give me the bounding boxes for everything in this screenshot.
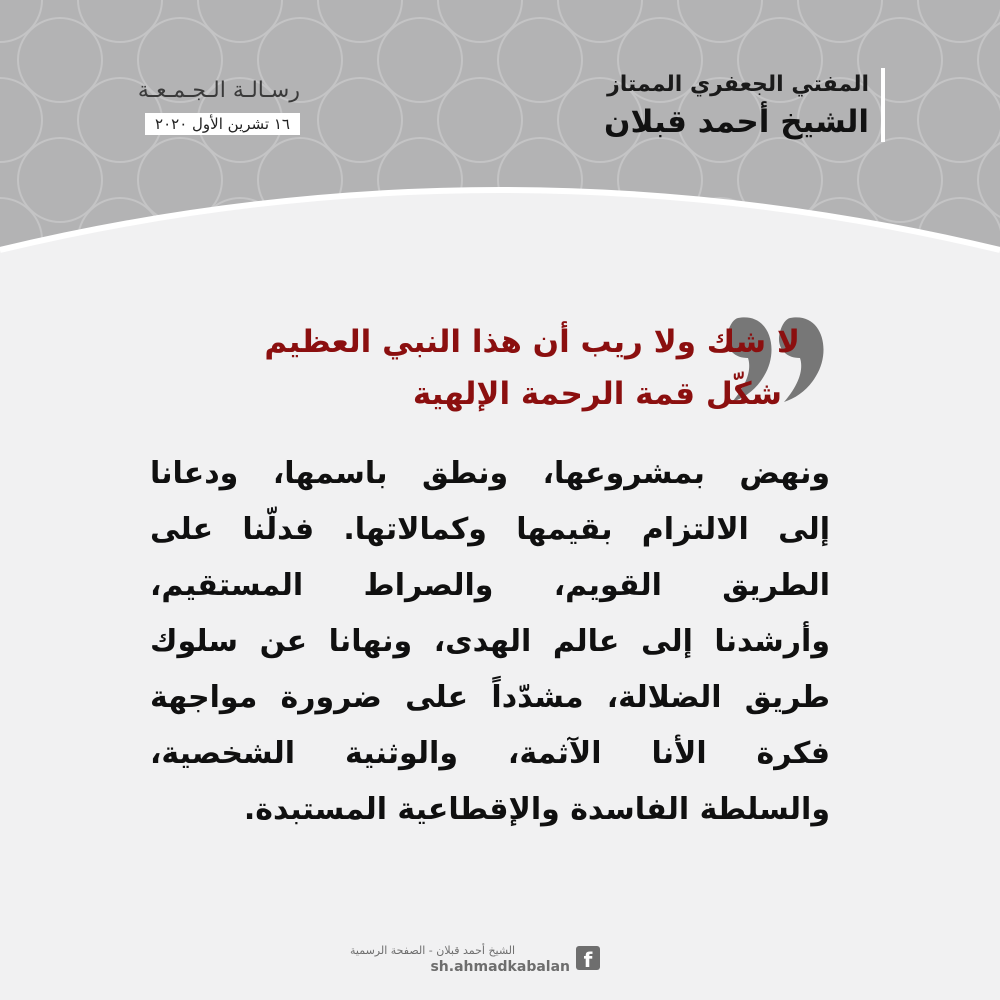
author-role: المفتي الجعفري الممتاز: [607, 72, 869, 97]
series-title: رسـالـة الـجـمـعـة: [137, 78, 300, 103]
body-line: طريق الضلالة، مشدّداً على ضرورة مواجهة: [150, 680, 830, 715]
header-background: [0, 0, 1000, 340]
author-name: الشيخ أحمد قبلان: [604, 104, 869, 140]
facebook-icon[interactable]: f: [576, 946, 600, 970]
footer-handle[interactable]: sh.ahmadkabalan: [430, 959, 570, 975]
date-badge: ١٦ تشرين الأول ٢٠٢٠: [145, 113, 300, 135]
quote-headline: [240, 316, 800, 420]
series-block: [80, 78, 300, 135]
body-line: إلى الالتزام بقيمها وكمالاتها. فدلّنا على: [150, 512, 830, 547]
body-line: فكرة الأنا الآثمة، والوثنية الشخصية،: [150, 736, 830, 771]
body-line: والسلطة الفاسدة والإقطاعية المستبدة.: [243, 792, 830, 827]
body-line: الطريق القويم، والصراط المستقيم،: [150, 568, 830, 603]
author-block: [449, 68, 885, 142]
headline-line: لا شك ولا ريب أن هذا النبي العظيم: [264, 324, 800, 360]
footer: [340, 942, 600, 982]
quote-body: [150, 446, 830, 838]
body-line: ونهض بمشروعها، ونطق باسمها، ودعانا: [150, 456, 830, 491]
footer-page-label: الشيخ أحمد قبلان - الصفحة الرسمية: [350, 944, 516, 957]
headline-line: شكّل قمة الرحمة الإلهية: [412, 376, 782, 412]
body-line: وأرشدنا إلى عالم الهدى، ونهانا عن سلوك: [150, 624, 830, 659]
